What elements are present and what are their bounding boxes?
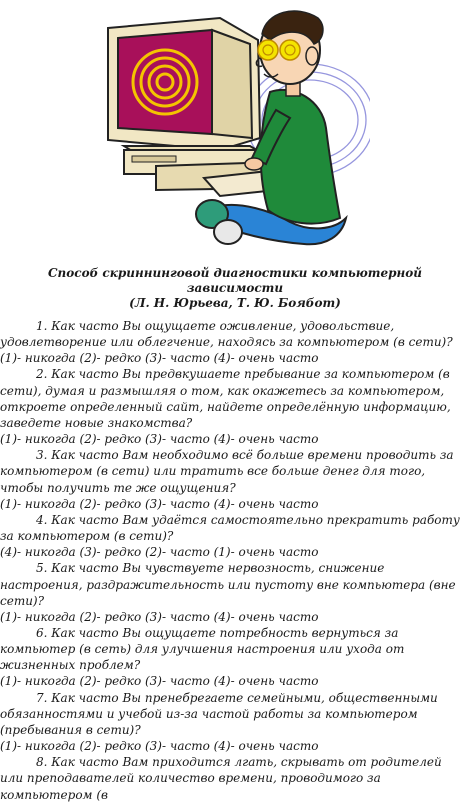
question-5: 5. Как часто Вы чувствуете нервозность, снижение настроения, раздражительность или пустоту вне компьютера (вне сети)? [0, 561, 456, 608]
answer-options-5: (1)- никогда (2)- редко (3)- часто (4)- очень часто [0, 609, 319, 624]
question-6: 6. Как часто Вы ощущаете потребность вернуться за компьютер (в сеть) для улучшения настроения или ухода от жизненных проблем? [0, 625, 405, 673]
boy-at-computer-illustration [100, 0, 370, 252]
answer-options-4: (4)- никогда (3)- редко (2)- часто (1)- очень часто [0, 545, 319, 560]
document-authors: (Л. Н. Юрьева, Т. Ю. Боябот) [129, 296, 341, 310]
answer-options-6: (1)- никогда (2)- редко (3)- часто (4)- очень часто [0, 674, 319, 689]
answer-options-1: (1)- никогда (2)- редко (3)- часто (4)- очень часто [0, 351, 319, 366]
answer-options-2: (1)- никогда (2)- редко (3)- часто (4)- очень часто [0, 432, 319, 447]
question-8: 8. Как часто Вам приходится лгать, скрывать от родителей или преподавателей количество времени, проводимого за компьютером (в [0, 755, 442, 802]
question-7: 7. Как часто Вы пренебрегаете семейными, общественными обязанностями и учебой из-за частой работы за компьютером (пребывания в сети)? [0, 690, 438, 737]
document-title-block [0, 266, 470, 311]
answer-options-3: (1)- никогда (2)- редко (3)- часто (4)- очень часто [0, 496, 319, 511]
question-1: 1. Как часто Вы ощущаете оживление, удовольствие, удовлетворение или облегчение, находясь за компьютером (в сети)? [0, 319, 453, 350]
question-4: 4. Как часто Вам удаётся самостоятельно прекратить работу за компьютером (в сети)? [0, 512, 460, 544]
questionnaire [0, 318, 466, 803]
question-3: 3. Как часто Вам необходимо всё больше времени проводить за компьютером (в сети) или тратить все больше денег для того, чтобы получить те же ощущения? [0, 448, 454, 495]
question-2: 2. Как часто Вы предвкушаете пребывание за компьютером (в сети), думая и размышляя о том, как окажетесь за компьютером, откроете определенный сайт, найдете определённую информацию, заведете новые знакомства? [0, 367, 451, 430]
answer-options-7: (1)- никогда (2)- редко (3)- часто (4)- очень часто [0, 739, 319, 754]
monitor [108, 18, 260, 150]
document-title: Способ скриннинговой диагностики компьютерной зависимости [48, 266, 422, 295]
